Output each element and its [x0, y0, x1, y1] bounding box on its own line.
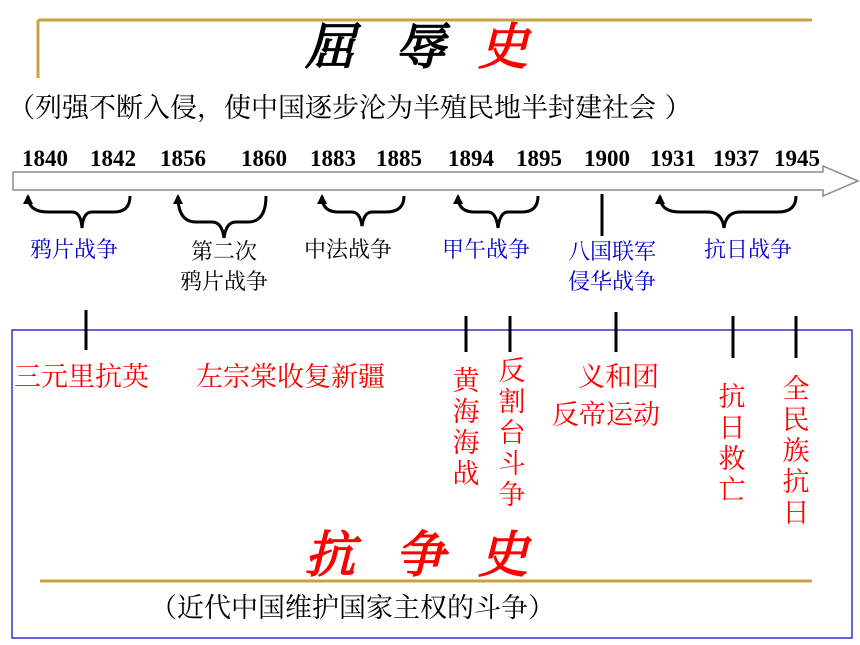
resistance-title-char-3: 史 — [478, 525, 528, 584]
year-label: 1900 — [584, 146, 630, 171]
year-label: 1856 — [160, 146, 206, 171]
year-label: 1883 — [310, 146, 356, 171]
year-label: 1937 — [713, 146, 759, 171]
year-label: 1931 — [650, 146, 696, 171]
event-zuo-zongtang: 左宗棠收复新疆 — [196, 362, 385, 393]
year-label: 1842 — [90, 146, 136, 171]
event-sanyuanli: 三元里抗英 — [14, 362, 149, 393]
brace-opium-war — [28, 196, 130, 228]
humiliation-title-char-1: 屈 — [305, 17, 355, 76]
brace-second-opium-war-arrowhead — [173, 194, 183, 204]
year-label: 1860 — [241, 146, 287, 171]
event-boxer-line2: 反帝运动 — [552, 400, 660, 431]
year-label: 1895 — [516, 146, 562, 171]
humiliation-subtitle: （列强不断入侵，使中国逐步沦为半殖民地半封建社会 ） — [8, 93, 692, 124]
resistance-subtitle: （近代中国维护国家主权的斗争） — [150, 593, 555, 624]
humiliation-title-char-3: 史 — [478, 17, 528, 76]
brace-sino-french-war — [322, 196, 404, 226]
war-label-sino-japanese: 甲午战争 — [442, 238, 531, 263]
brace-anti-japanese-war — [660, 196, 796, 228]
brace-sino-japanese-war — [458, 196, 538, 228]
resistance-title-char-1: 抗 — [305, 525, 355, 584]
war-label-sino-french: 中法战争 — [304, 238, 393, 263]
event-national-war: 全民族抗日 — [782, 374, 810, 529]
year-label: 1840 — [22, 146, 68, 171]
resistance-title-char-2: 争 — [395, 525, 445, 584]
war-label-eight-nation-line2: 侵华战争 — [568, 270, 657, 295]
event-save-nation: 抗日救亡 — [718, 382, 746, 506]
war-label-eight-nation-line1: 八国联军 — [568, 240, 657, 265]
brace-sino-french-war-arrowhead — [317, 194, 327, 204]
event-anti-cession: 反割台斗争 — [498, 356, 526, 511]
event-yellow-sea: 黄海海战 — [452, 366, 480, 490]
war-label-second-opium-line2: 鸦片战争 — [179, 270, 268, 295]
brace-opium-war-arrowhead — [23, 194, 33, 204]
year-label: 1945 — [774, 146, 820, 171]
year-label: 1885 — [376, 146, 422, 171]
year-label: 1894 — [448, 146, 494, 171]
humiliation-title-char-2: 辱 — [395, 17, 445, 76]
war-label-second-opium-line1: 第二次 — [190, 240, 257, 265]
brace-sino-japanese-war-arrowhead — [453, 194, 463, 204]
war-label-anti-japanese: 抗日战争 — [704, 238, 793, 263]
war-label-opium: 鸦片战争 — [30, 238, 119, 263]
brace-second-opium-war — [178, 196, 266, 238]
brace-anti-japanese-war-arrowhead — [655, 194, 665, 204]
event-boxer-line1: 义和团 — [578, 362, 659, 393]
